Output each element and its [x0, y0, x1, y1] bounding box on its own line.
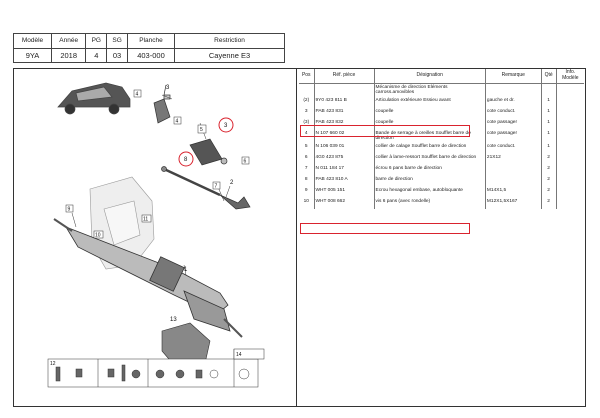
highlight-row-3	[300, 125, 470, 137]
col-model-info: Info. Modèle	[556, 69, 584, 83]
car-thumbnail-icon	[58, 83, 130, 114]
header-label-year: Année	[52, 34, 86, 49]
callout-4b: 4	[175, 118, 179, 125]
col-ref: Réf. pièce	[314, 69, 374, 83]
callout-2: 2	[230, 180, 234, 186]
callout-13: 13	[170, 317, 177, 323]
steering-rack-drawing	[14, 69, 297, 406]
table-row: 9 WHT 005 151 Ecrou hexagonal embase, autobloquante M14X1,5 2	[299, 187, 584, 198]
col-remark: Remarque	[485, 69, 541, 83]
table-row: (2) 9Y0 423 811 B Articulation extérieure Essieu avant gauche et dr. 1	[299, 97, 584, 108]
callout-8: 8	[184, 157, 188, 163]
header-value-model: 9YA	[14, 48, 52, 63]
header-label-restriction: Restriction	[175, 34, 285, 49]
vehicle-info-table	[13, 33, 285, 63]
col-pos: Pos	[299, 69, 314, 83]
callout-1: 1	[184, 267, 188, 273]
table-row: 7 N 011 184 17 écrou 6 pans barre de direction 2	[299, 165, 584, 176]
callout-11: 11	[143, 216, 149, 223]
header-value-plate: 403-000	[127, 48, 174, 63]
table-row-highlighted: 8 PAB 423 810 A barre de direction 2	[299, 176, 584, 187]
highlight-row-8	[300, 223, 470, 234]
callout-9: 9	[67, 206, 71, 213]
callout-3-boot: 3	[224, 123, 228, 129]
table-row: 10 WHT 008 662 vis 6 pans (avec rondelle) M12X1,5X167 2	[299, 198, 584, 209]
table-row-highlighted: (3) PAB 423 832 coupelle cote passager 1	[299, 119, 584, 130]
boot-top	[154, 99, 170, 123]
callout-3-top: 3	[166, 85, 170, 91]
callout-5: 5	[200, 127, 203, 133]
header-value-year: 2018	[52, 48, 86, 63]
header-value-pg: 4	[86, 48, 107, 63]
hardware-strip	[48, 349, 264, 387]
header-value-sg: 03	[107, 48, 128, 63]
callout-6: 6	[243, 158, 247, 165]
table-row: 5 N 106 039 01 collier de calage Soufflet barre de direction cote conduct. 1	[299, 143, 584, 154]
table-row: Mécanisme de direction Eléments carross.amovibles	[299, 83, 584, 97]
exploded-diagram	[14, 69, 297, 406]
header-label-pg: PG	[86, 34, 107, 49]
parts-table	[299, 69, 584, 209]
table-row: 4 N 107 660 02 Bande de serrage à oreilles Soufflet barre de direction cote passager 1	[299, 130, 584, 143]
header-value-restriction: Cayenne E3	[175, 48, 285, 63]
callout-12: 12	[50, 361, 56, 367]
header-label-sg: SG	[107, 34, 128, 49]
col-qty: Qté	[541, 69, 556, 83]
callout-10: 10	[95, 232, 101, 239]
table-row: 3 PAB 423 831 coupelle cote conduct. 1	[299, 108, 584, 119]
header-label-plate: Planche	[127, 34, 174, 49]
header-label-model: Modèle	[14, 34, 52, 49]
callout-7: 7	[214, 183, 218, 190]
callout-4: 4	[135, 91, 139, 98]
col-designation: Désignation	[374, 69, 485, 83]
table-row: 6 4G0 423 875 collier à lame-ressort Soufflet barre de direction 21X12 2	[299, 154, 584, 165]
callout-14: 14	[236, 352, 242, 358]
